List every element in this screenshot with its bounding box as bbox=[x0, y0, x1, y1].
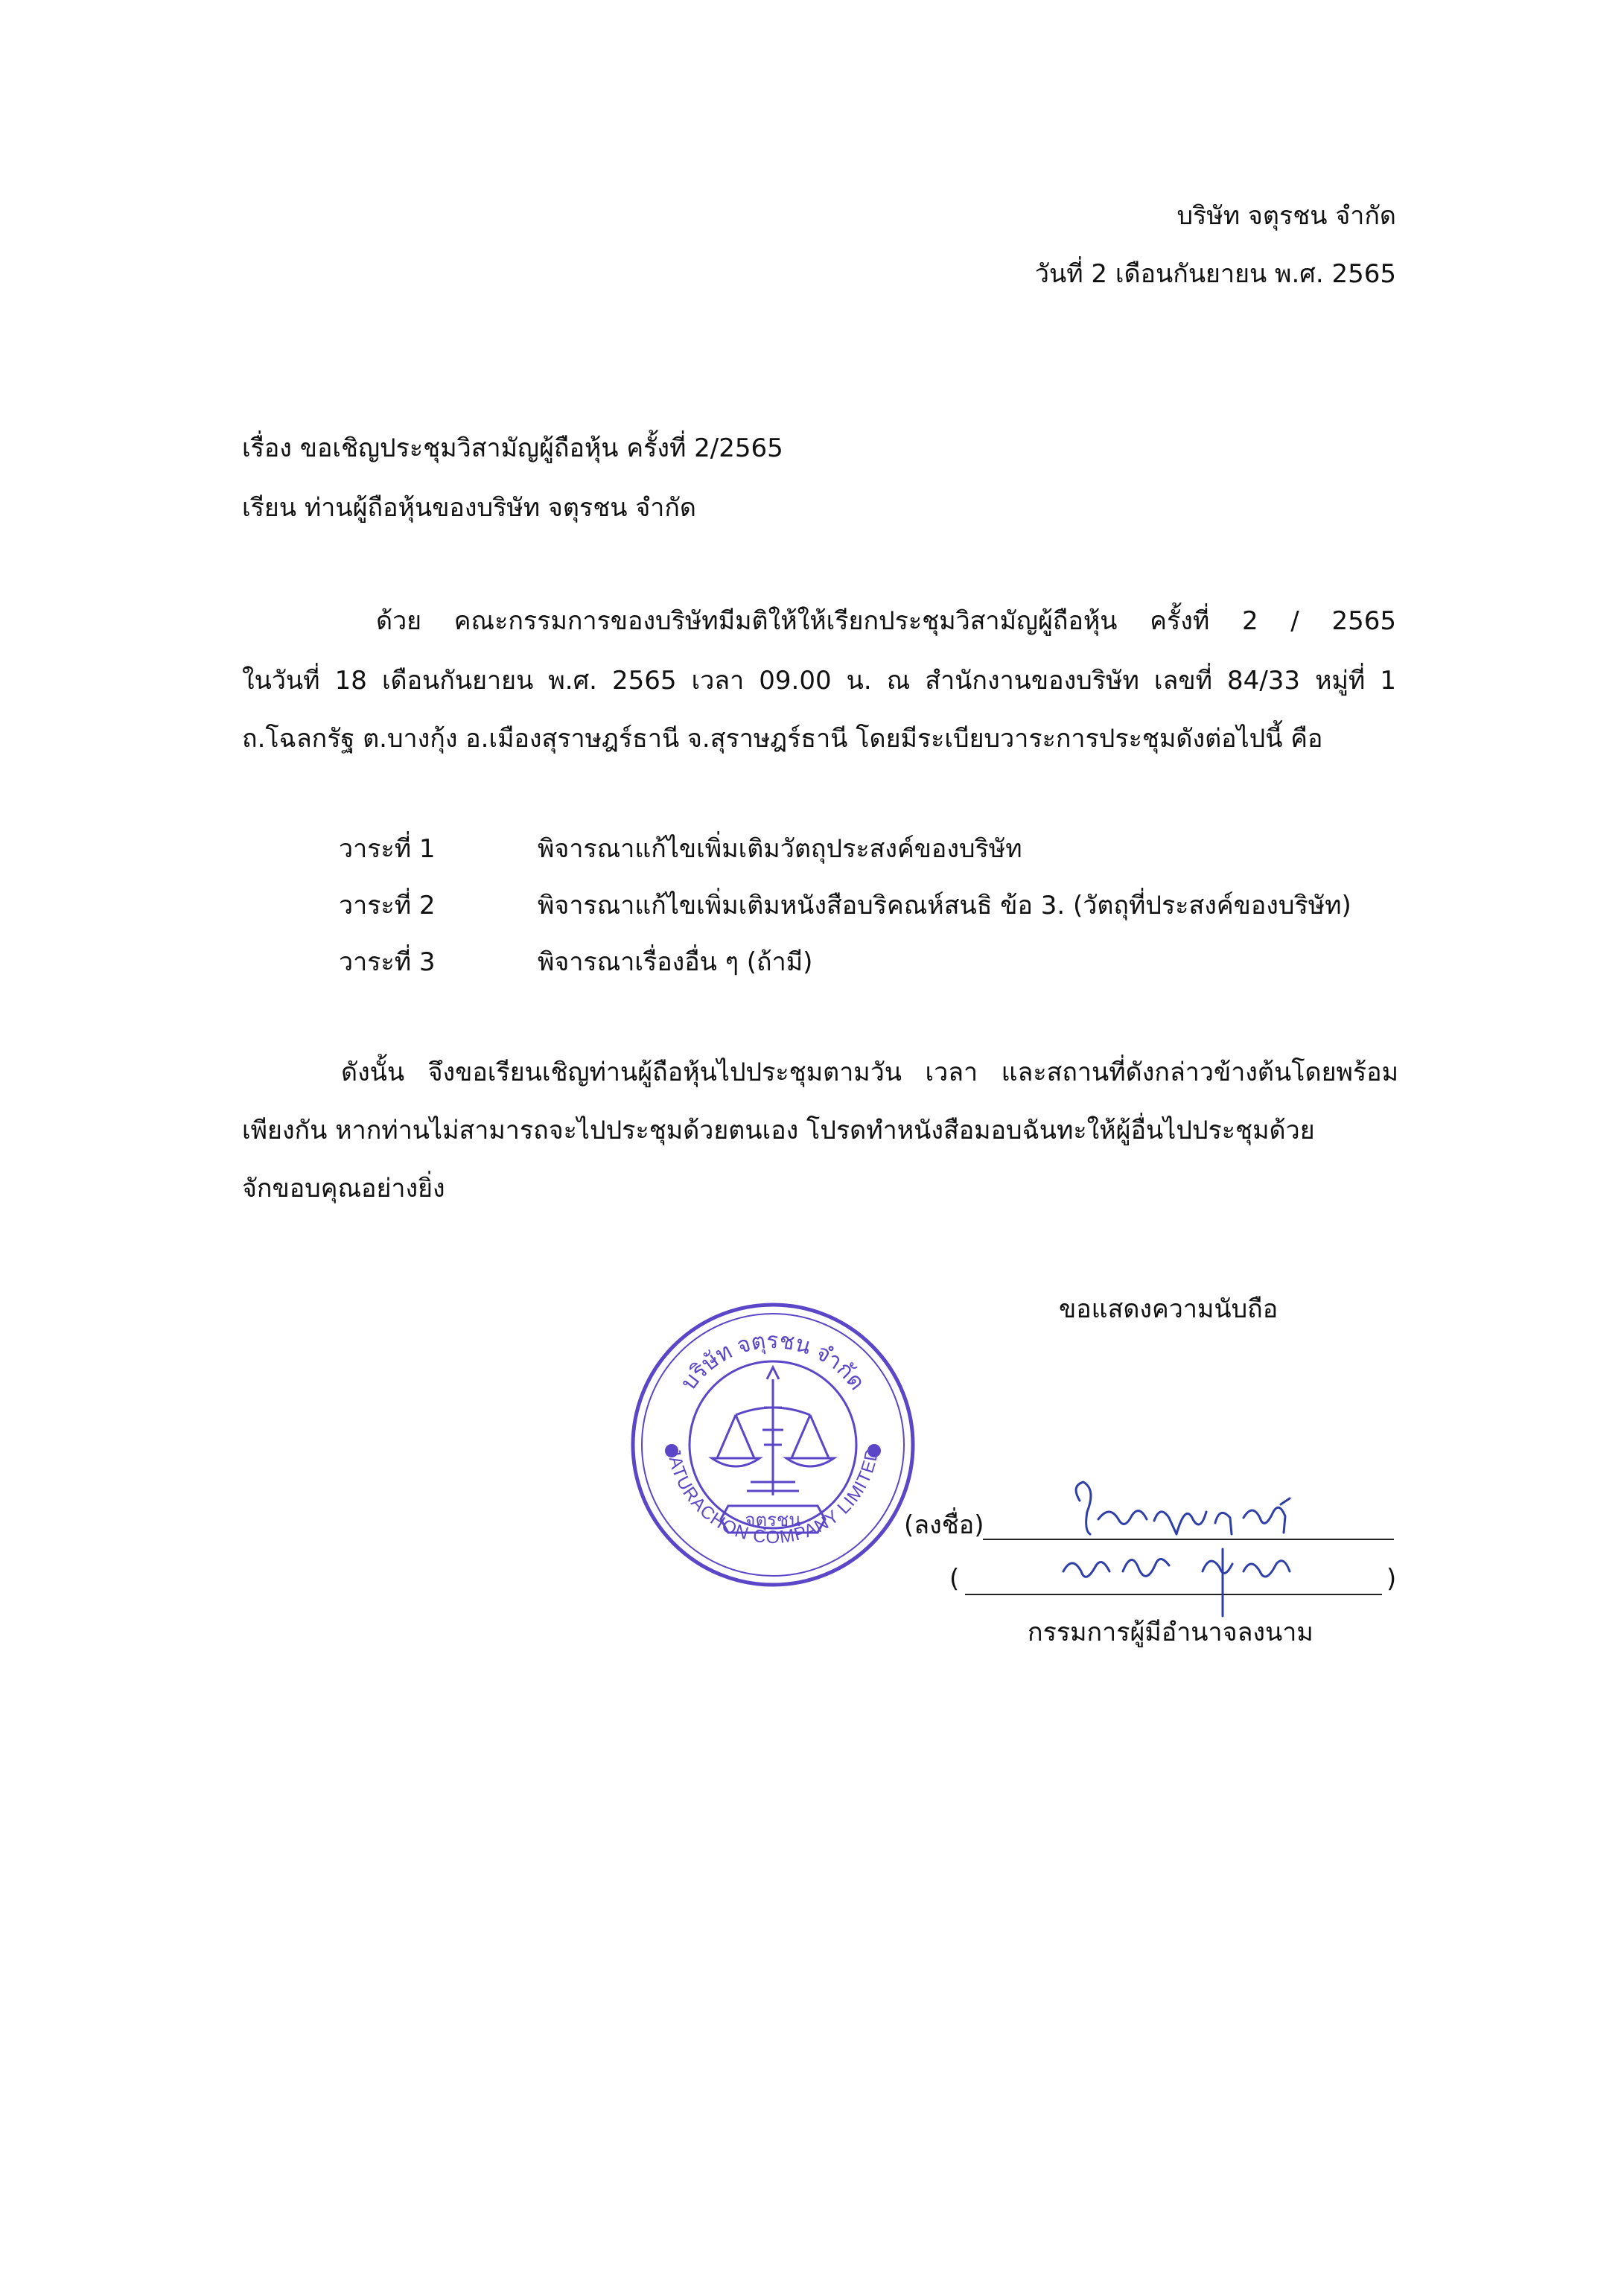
intro-line-1 bbox=[376, 605, 1396, 637]
subject-text: ขอเชิญประชุมวิสามัญผู้ถือหุ้น ครั้งที่ 2/2565 bbox=[299, 433, 783, 463]
intro-word: 2 bbox=[1241, 606, 1258, 636]
agenda-text: พิจารณาแก้ไขเพิ่มเติมหนังสือบริคณห์สนธิ ข้อ 3. (วัตถุที่ประสงค์ของบริษัท) bbox=[538, 891, 1351, 920]
company-seal bbox=[624, 1296, 922, 1594]
seal-top-text: บริษัท จตุรชน จำกัด bbox=[676, 1329, 870, 1395]
signer-title: กรรมการผู้มีอำนาจลงนาม bbox=[1028, 1618, 1313, 1647]
intro-word: ครั้งที่ bbox=[1150, 606, 1210, 636]
regards-text: ขอแสดงความนับถือ bbox=[1059, 1294, 1278, 1324]
intro-word: / bbox=[1290, 606, 1299, 636]
intro-word: 2565 bbox=[1331, 606, 1396, 636]
company-name: บริษัท จตุรชน จำกัด bbox=[1176, 201, 1396, 231]
intro-word: ด้วย bbox=[376, 606, 422, 636]
agenda-number: วาระที่ 2 bbox=[339, 891, 436, 920]
subject-label: เรื่อง bbox=[242, 433, 292, 463]
recipient-label: เรียน bbox=[242, 493, 297, 523]
paren-open: ( bbox=[949, 1564, 960, 1594]
seal-banner-text: จตุรชน bbox=[745, 1510, 801, 1530]
closing-line-1: ดังนั้น จึงขอเรียนเชิญท่านผู้ถือหุ้นไปประชุมตามวัน เวลา และสถานที่ดังกล่าวข้างต้นโดยพร้อม bbox=[341, 1058, 1398, 1087]
sign-label: (ลงชื่อ) bbox=[904, 1510, 984, 1540]
scales-of-justice-icon bbox=[712, 1367, 834, 1495]
letter-date: วันที่ 2 เดือนกันยายน พ.ศ. 2565 bbox=[1034, 259, 1396, 289]
seal-bottom-text: JATURACHON COMPANY LIMITED bbox=[663, 1446, 883, 1548]
intro-line-3: ถ.โฉลกรัฐ ต.บางกุ้ง อ.เมืองสุราษฎร์ธานี จ.สุราษฎร์ธานี โดยมีระเบียบวาระการประชุมดังต่อไปนี้ คือ bbox=[242, 724, 1323, 754]
intro-word: คณะกรรมการของบริษัทมีมติให้ให้เรียกประชุมวิสามัญผู้ถือหุ้น bbox=[453, 606, 1118, 636]
recipient-line bbox=[242, 492, 696, 524]
agenda-number: วาระที่ 1 bbox=[339, 834, 436, 864]
closing-line-2: เพียงกัน หากท่านไม่สามารถจะไปประชุมด้วยตนเอง โปรดทำหนังสือมอบฉันทะให้ผู้อื่นไปประชุมด้วย bbox=[242, 1116, 1315, 1145]
recipient-text: ท่านผู้ถือหุ้นของบริษัท จตุรชน จำกัด bbox=[304, 493, 696, 523]
intro-line-2: ในวันที่ 18 เดือนกันยายน พ.ศ. 2565 เวลา 09.00 น. ณ สำนักงานของบริษัท เลขที่ 84/33 หมู่ที่ 1 bbox=[242, 666, 1396, 696]
agenda-text: พิจารณาเรื่องอื่น ๆ (ถ้ามี) bbox=[538, 947, 813, 977]
subject-line bbox=[242, 432, 783, 465]
handwritten-signature bbox=[1028, 1460, 1325, 1631]
agenda-text: พิจารณาแก้ไขเพิ่มเติมวัตถุประสงค์ของบริษัท bbox=[538, 834, 1022, 864]
agenda-number: วาระที่ 3 bbox=[339, 947, 436, 977]
paren-close: ) bbox=[1386, 1564, 1397, 1594]
closing-line-3: จักขอบคุณอย่างยิ่ง bbox=[242, 1174, 445, 1203]
